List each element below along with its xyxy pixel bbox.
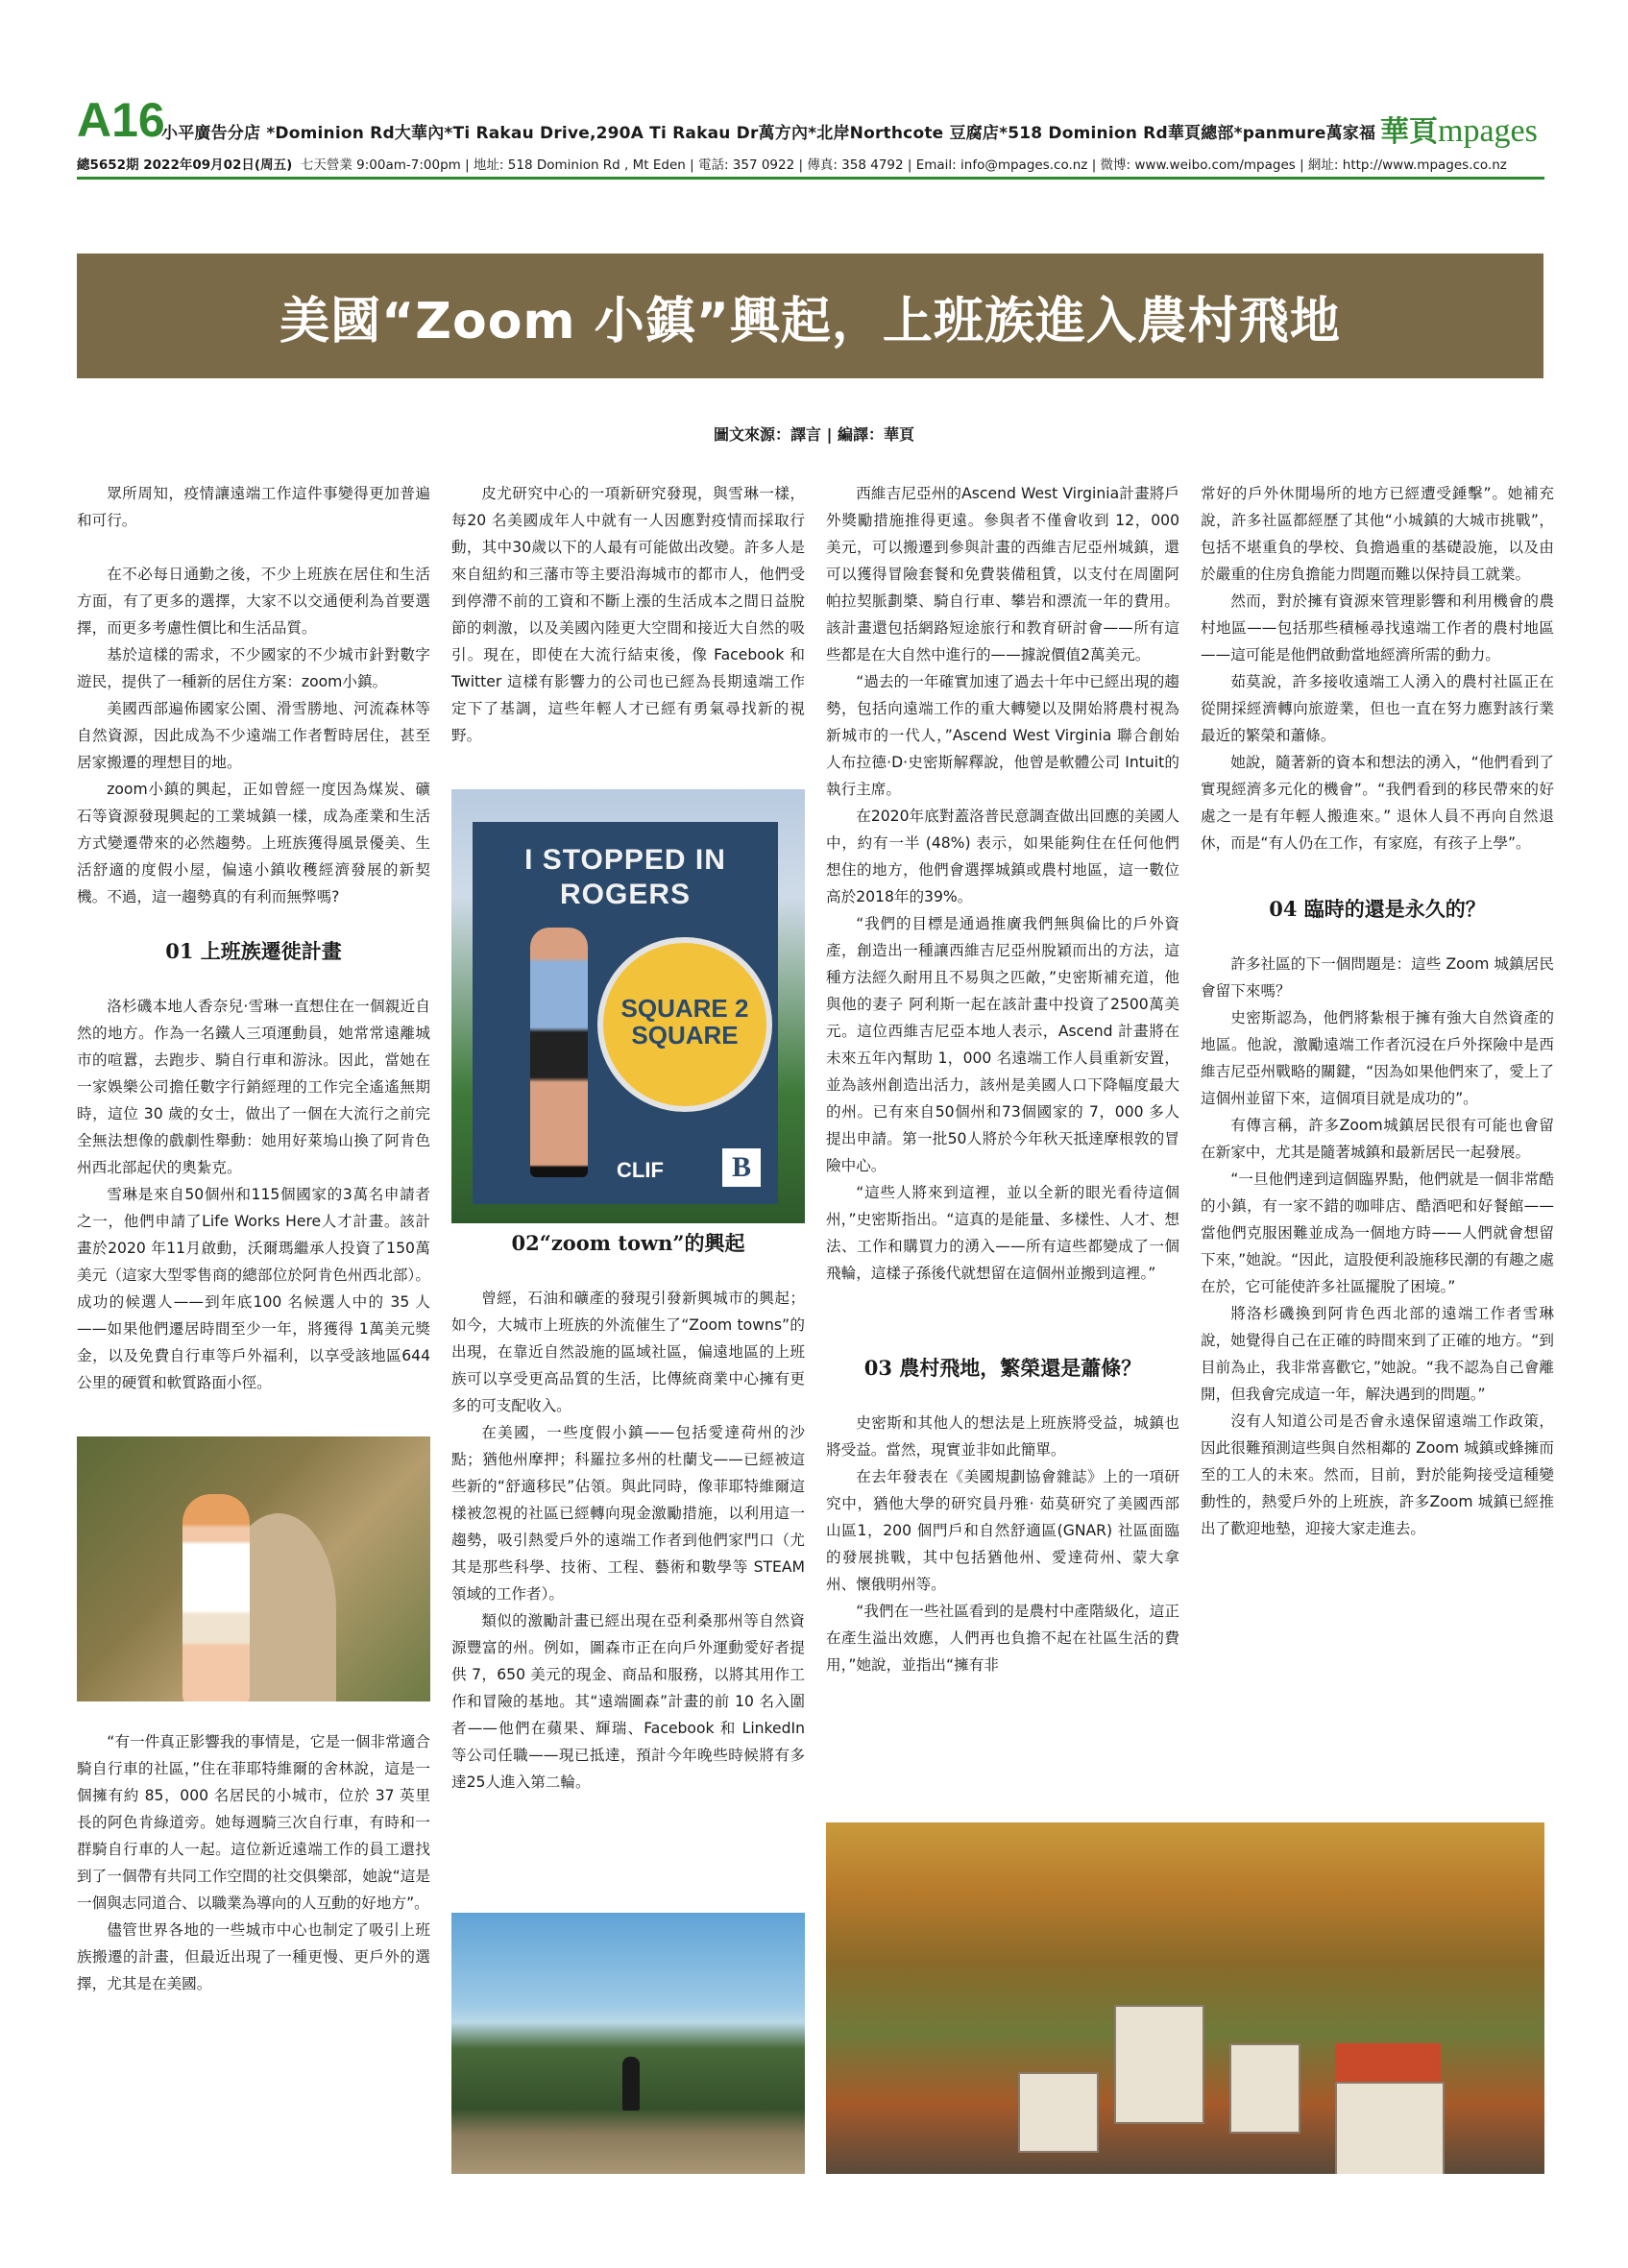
banner-sign-text: I STOPPED IN ROGERS xyxy=(524,844,726,910)
paragraph: 常好的戶外休閒場所的地方已經遭受錘擊”。她補充說，許多社區都經歷了其他“小城鎮的大城市挑戰”，包括不堪重負的學校、負擔過重的基礎設施，以及由於嚴重的住房負擔能力問題而難以保持員工就業。 xyxy=(1201,485,1554,583)
hiker-silhouette xyxy=(622,2057,640,2111)
section-heading-01: 01 上班族遷徙計畫 xyxy=(165,939,342,963)
paragraph: 雪琳是來自50個州和115個國家的3萬名申請者之一，他們申請了Life Works Here人才計畫。該計畫於2020 年11月啟動，沃爾瑪繼承人投資了150萬美元（這家大型零售商的總部位於阿肯色州西北部）。成功的候選人——到年底100 名候選人中的 35 人——如果他們遷居時間至少一年，將獲得 1萬美元獎金，以及免費自行車等戶外福利，以享受該地區644公里的硬質和軟質路面小徑。 xyxy=(77,1186,430,1391)
paragraph: zoom小鎮的興起，正如曾經一度因為煤炭、礦石等資源發現興起的工業城鎮一樣，成為產業和生活方式變遷帶來的必然趨勢。上班族獲得風景優美、生活舒適的度假小屋，偏遠小鎮收穫經濟發展的新契機。不過，這一趨勢真的有利而無弊嗎? xyxy=(77,781,430,905)
mpages-logo xyxy=(1380,108,1538,150)
header-rule xyxy=(77,177,1544,180)
logo-en: mpages xyxy=(1438,113,1538,149)
building xyxy=(1114,2005,1204,2124)
paragraph: 在去年發表在《美國規劃協會雜誌》上的一項研究中，猶他大學的研究員丹雅· 茹莫研究了美國西部山區1，200 個門戶和自然舒適區(GNAR) 社區面臨的發展挑戰，其中包括猶他州、愛達荷州、蒙大拿州、懷俄明州等。 xyxy=(826,1468,1179,1593)
event-banner xyxy=(473,822,778,1204)
photo-cyclist-banner xyxy=(451,789,805,1223)
paragraph: 史密斯和其他人的想法是上班族將受益，城鎮也將受益。當然，現實並非如此簡單。 xyxy=(826,1414,1179,1459)
paragraph: “我們在一些社區看到的是農村中產階級化，這正在產生溢出效應，人們再也負擔不起在社區生活的費用，”她說，並指出“擁有非 xyxy=(826,1603,1179,1674)
paragraph: “一旦他們達到這個臨界點，他們就是一個非常酷的小鎮，有一家不錯的咖啡店、酷酒吧和好餐館——當他們克服困難並成為一個地方時——人們就會想留下來，”她說。“因此，這股便利設施移民潮的有趣之處在於，它可能使許多社區擺脫了困境。” xyxy=(1201,1170,1554,1295)
paragraph: 她說，隨著新的資本和想法的湧入，“他們看到了實現經濟多元化的機會”。“我們看到的移民帶來的好處之一是有年輕人搬進來。” 退休人員不再向自然退休，而是“有人仍在工作，有家庭，有孩子上學”。 xyxy=(1201,754,1554,852)
paragraph: 沒有人知道公司是否會永遠保留遠端工作政策，因此很難預測這些與自然相鄰的 Zoom 城鎮或蜂擁而至的工人的未來。然而，目前，對於能夠接受這種變動性的，熱愛戶外的上班族，許多Zoom 城鎮已經推出了歡迎地墊，迎接大家走進去。 xyxy=(1201,1412,1554,1537)
column-2-lower xyxy=(451,1229,805,1796)
roof xyxy=(1335,2043,1441,2082)
issue-date: 總5652期 2022年09月02日(周五) xyxy=(77,157,293,173)
paragraph: “這些人將來到這裡，並以全新的眼光看待這個州，”史密斯指出。“這真的是能量、多樣性、人才、想法、工作和購買力的湧入——所有這些都變成了一個飛輪，這樣子孫後代就想留在這個州並搬到這裡。” xyxy=(826,1184,1179,1282)
column-1-lower xyxy=(77,1728,430,1997)
paragraph: “我們的目標是通過推廣我們無與倫比的戶外資產，創造出一種讓西維吉尼亞州脫穎而出的方法，這種方法經久耐用且不易與之匹敵，”史密斯補充道，他與他的妻子 阿利斯一起在該計畫中投資了2500萬美元。這位西維吉尼亞本地人表示，Ascend 計畫將在未來五年內幫助 1，000 名遠端工作人員重新安置，並為該州創造出活力，該州是美國人口下降幅度最大的州。已有來自50個州和73個國家的 7，000 多人提出申請。第一批50人將於今年秋天抵達摩根敦的冒險中心。 xyxy=(826,915,1179,1174)
paragraph: 眾所周知，疫情讓遠端工作這件事變得更加普遍和可行。 xyxy=(77,485,430,529)
paragraph: 茹莫說，許多接收遠端工人湧入的農村社區正在從開採經濟轉向旅遊業，但也一直在努力應對該行業最近的繁榮和蕭條。 xyxy=(1201,673,1554,744)
section-heading-03: 03 農村飛地，繁榮還是蕭條？ xyxy=(863,1356,1142,1380)
photo-autumn-town xyxy=(826,1822,1544,2174)
b-logo: B xyxy=(722,1148,761,1187)
paragraph: 在2020年底對蓋洛普民意調查做出回應的美國人中，約有一半 (48%) 表示，如果能夠住在任何他們想住的地方，他們會選擇城鎮或農村地區，這一數位高於2018年的39%。 xyxy=(826,808,1179,905)
paragraph: 美國西部遍佈國家公園、滑雪勝地、河流森林等自然資源，因此成為不少遠端工作者暫時居住，甚至居家搬遷的理想目的地。 xyxy=(77,700,430,771)
woman-figure xyxy=(182,1494,250,1701)
building xyxy=(1229,2043,1300,2134)
column-1 xyxy=(77,480,430,1396)
paragraph: 儘管世界各地的一些城市中心也制定了吸引上班族搬遷的計畫，但最近出現了一種更慢、更戶外的選擇，尤其是在美國。 xyxy=(77,1921,430,1992)
photo-hiker-on-cliff xyxy=(451,1913,805,2174)
paragraph: “有一件真正影響我的事情是，它是一個非常適合騎自行車的社區，”住在菲耶特維爾的舍林說，這是一個擁有約 85，000 名居民的小城市，位於 37 英里長的阿色肯綠道旁。她每週騎三次自行車，有時和一群騎自行車的人一起。這位新近遠端工作的員工還找到了一個帶有共同工作空間的社交俱樂部，她說“這是一個與志同道合、以職業為導向的人互動的好地方”。 xyxy=(77,1733,430,1912)
column-2 xyxy=(451,480,805,749)
bike-ride-logo-text: SQUARE 2 SQUARE xyxy=(620,994,749,1050)
paragraph: 西維吉尼亞州的Ascend West Virginia計畫將戶外獎勵措施推得更遠。參與者不僅會收到 12，000 美元，可以搬遷到參與計畫的西維吉尼亞州城鎮，還可以獲得冒險套餐和免費裝備租賃，以支付在周圍阿帕拉契脈劃槳、騎自行車、攀岩和漂流一年的費用。該計畫還包括網路短途旅行和教育研討會——所有這些都是在大自然中進行的——據說價值2萬美元。 xyxy=(826,485,1179,664)
paragraph: 類似的激勵計畫已經出現在亞利桑那州等自然資源豐富的州。例如，圖森市正在向戶外運動愛好者提供 7，650 美元的現金、商品和服務，以將其用作工作和冒險的基地。其“遠端圖森”計畫的前 10 名入圍者——他們在蘋果、輝瑞、Facebook 和 LinkedIn 等公司任職——現已抵達，預計今年晚些時候將有多達25人進入第二輪。 xyxy=(451,1612,805,1791)
column-4 xyxy=(1201,480,1554,1542)
paragraph: 將洛杉磯換到阿肯色西北部的遠端工作者雪琳說，她覺得自己在正確的時間來到了正確的地方。“到目前為止，我非常喜歡它，”她說。“我不認為自己會離開，但我會完成這一年，解決遇到的問題。” xyxy=(1201,1305,1554,1403)
paragraph: 在美國，一些度假小鎮——包括愛達荷州的沙點；猶他州摩押；科羅拉多州的杜蘭戈——已經被這些新的“舒適移民”佔領。與此同時，像菲耶特維爾這樣被忽視的社區已經轉向現金激勵措施，以利用這一趨勢，吸引熱愛戶外的遠端工作者到他們家門口（尤其是那些科學、技術、工程、藝術和數學等 STEAM 領域的工作者）。 xyxy=(451,1424,805,1603)
clif-logo: CLIF xyxy=(617,1158,664,1182)
section-heading-04: 04 臨時的還是永久的？ xyxy=(1269,897,1486,921)
page-number: A16 xyxy=(77,93,165,147)
building xyxy=(1018,2072,1099,2153)
logo-cn: 華頁 xyxy=(1380,115,1438,149)
paragraph: 許多社區的下一個問題是：這些 Zoom 城鎮居民會留下來嗎？ xyxy=(1201,955,1554,1000)
contact-info: 七天營業 9:00am-7:00pm | 地址: 518 Dominion Rd , Mt Eden | 電話: 357 0922 | 傳真: 358 4792 | Email: info@mpages.co.nz | 微博: www.weibo.com/mpages | 網址: http://www.mpages.co.nz xyxy=(300,157,1507,173)
paragraph: 史密斯認為，他們將紮根于擁有強大自然資產的地區。他說，激勵遠端工作者沉浸在戶外探險中是西維吉尼亞州戰略的關鍵，“因為如果他們來了，愛上了這個州並留下來，這個項目就是成功的”。 xyxy=(1201,1009,1554,1107)
article-title: 美國“Zoom 小鎮”興起，上班族進入農村飛地 xyxy=(279,292,1341,350)
bike-ride-logo xyxy=(597,937,772,1112)
column-3 xyxy=(826,480,1179,1678)
paragraph: 曾經，石油和礦產的發現引發新興城市的興起；如今，大城市上班族的外流催生了“Zoom towns”的出現，在靠近自然設施的區域社區，偏遠地區的上班族可以享受更高品質的生活，比傳統商業中心擁有更多的可支配收入。 xyxy=(451,1290,805,1414)
paragraph: 然而，對於擁有資源來管理影響和利用機會的農村地區——包括那些積極尋找遠端工作者的農村地區——這可能是他們啟動當地經濟所需的動力。 xyxy=(1201,592,1554,664)
paragraph: 有傳言稱，許多Zoom城鎮居民很有可能也會留在新家中，尤其是隨著城鎮和最新居民一起發展。 xyxy=(1201,1117,1554,1161)
paragraph: 皮尤研究中心的一項新研究發現，與雪琳一樣，每20 名美國成年人中就有一人因應對疫情而採取行動，其中30歲以下的人最有可能做出改變。許多人是來自紐約和三藩市等主要沿海城市的都市人，他們受到停滯不前的工資和不斷上漲的生活成本之間日益脫節的刺激，以及美國內陸更大空間和接近大自然的吸引。現在，即使在大流行結束後，像 Facebook 和 Twitter 這樣有影響力的公司也已經為長期遠端工作定下了基調，這些年輕人才已經有勇氣尋找新的視野。 xyxy=(451,485,805,744)
paragraph: 在不必每日通勤之後，不少上班族在居住和生活方面，有了更多的選擇，大家不以交通便利為首要選擇，而更多考慮性價比和生活品質。 xyxy=(77,566,430,637)
cyclist-figure xyxy=(530,928,588,1177)
article-credit: 圖文來源：譯言 | 編譯：華頁 xyxy=(714,425,914,444)
info-line xyxy=(77,154,1507,173)
paragraph: “過去的一年確實加速了過去十年中已經出現的趨勢，包括向遠端工作的重大轉變以及開始將農村視為新城市的一代人，”Ascend West Virginia 聯合創始人布拉德·D·史密斯解釋說，他曾是軟體公司 Intuit的執行主席。 xyxy=(826,673,1179,798)
building xyxy=(1335,2082,1445,2174)
paragraph: 基於這樣的需求，不少國家的不少城市針對數字遊民，提供了一種新的居住方案：zoom小鎮。 xyxy=(77,646,430,690)
title-banner xyxy=(77,253,1543,378)
photo-woman-on-trail xyxy=(77,1436,430,1701)
paragraph: 洛杉磯本地人香奈兒·雪琳一直想住在一個親近自然的地方。作為一名鐵人三項運動員，她常常遠離城市的喧囂，去跑步、騎自行車和游泳。因此，當她在一家娛樂公司擔任數字行銷經理的工作完全遙遙無期時，這位 30 歲的女士，做出了一個在大流行之前完全無法想像的戲劇性舉動：她用好萊塢山換了阿肯色州西北部起伏的奧紮克。 xyxy=(77,998,430,1176)
section-heading-02: 02“zoom town”的興起 xyxy=(511,1231,745,1255)
ad-line: 小平廣告分店 *Dominion Rd大華內*Ti Rakau Drive,290A Ti Rakau Dr萬方內*北岸Northcote 豆腐店*518 Dominion Rd華頁總部*panmure萬家福 xyxy=(161,124,1376,143)
